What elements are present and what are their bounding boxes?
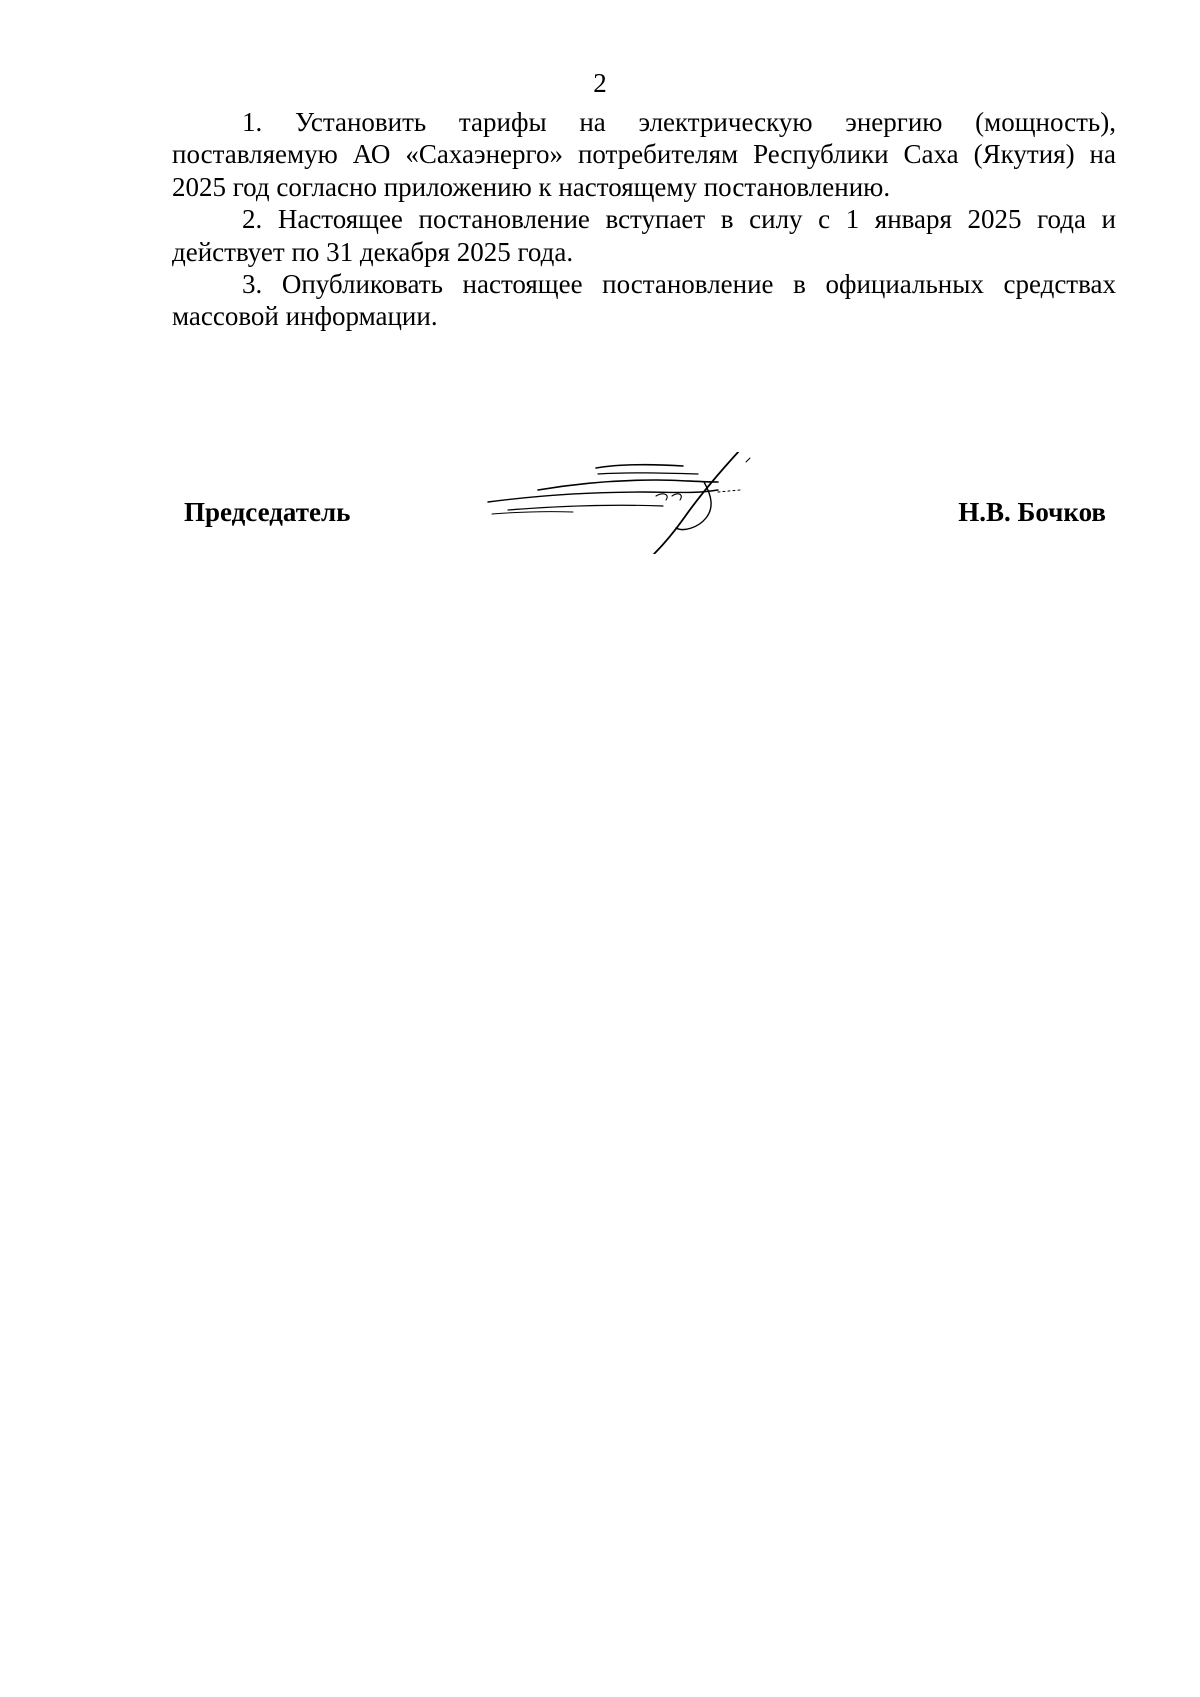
document-body [172, 106, 1116, 333]
paragraph-2: 2. Настоящее постановление вступает в силу с 1 января 2025 года и действует по 31 декабря 2025 года. [172, 204, 1116, 267]
paragraph-3: 3. Опубликовать настоящее постановление в официальных средствах массовой информации. [172, 269, 1116, 332]
signatory-name: Н.В. Бочков [958, 497, 1106, 527]
page-number: 2 [593, 68, 607, 98]
signatory-title: Председатель [184, 497, 351, 527]
signature-block [0, 496, 1200, 536]
paragraph-1: 1. Установить тарифы на электрическую энергию (мощность), поставляемую АО «Сахаэнерго» потребителям Республики Саха (Якутия) на 2025 год согласно приложению к настоящему постановлению. [172, 107, 1116, 202]
